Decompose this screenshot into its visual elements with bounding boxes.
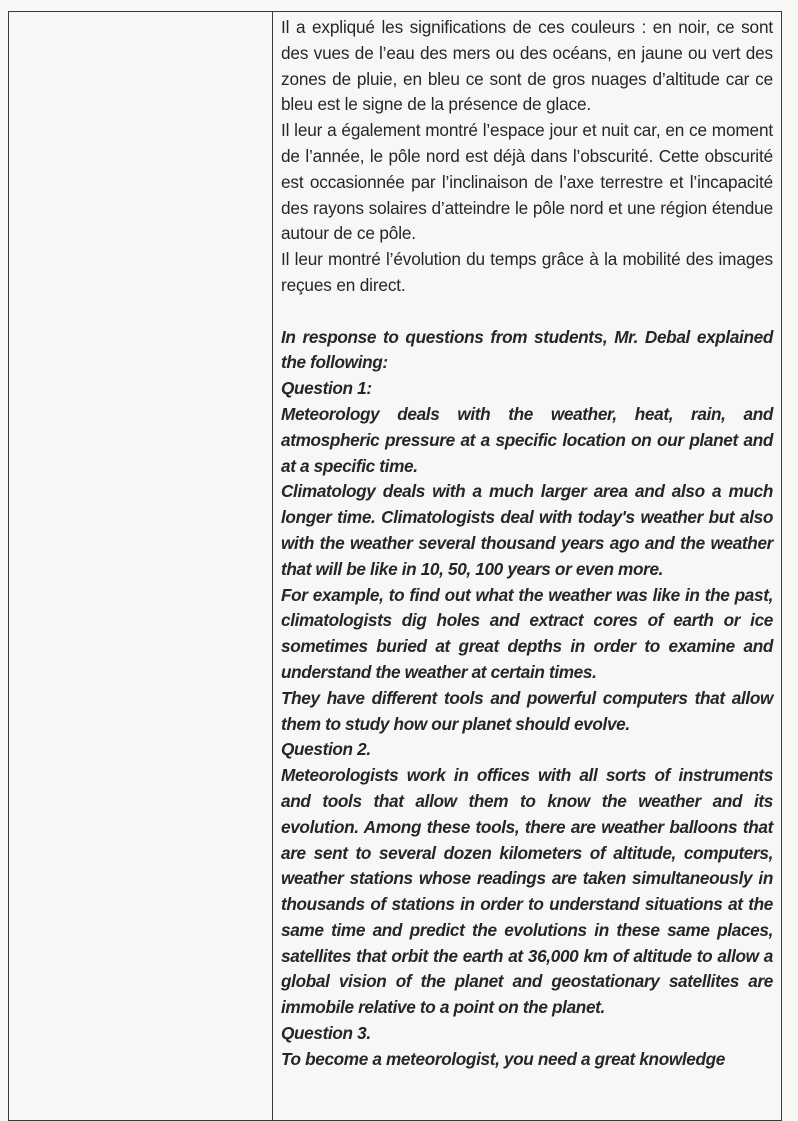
question-3-label: Question 3. <box>281 1023 371 1044</box>
french-paragraph: Il a expliqué les significations de ces couleurs : en noir, ce sont des vues de l’eau des mers ou des océans, en jaune ou vert des zones de pluie, en bleu ce sont de gros nuages d’altitude car ce bleu est le signe de la présence de glace. <box>281 17 773 115</box>
french-paragraph: Il leur a également montré l’espace jour et nuit car, en ce moment de l’année, le pôle nord est déjà dans l’obscurité. Cette obscurité est occasionnée par l’inclinaison de l’axe terrestre et l’incapacité des rayons solaires d’atteindre le pôle nord et une région étendue autour de ce pôle. <box>281 120 773 244</box>
question-1-label: Question 1: <box>281 378 372 399</box>
answer-paragraph: To become a meteorologist, you need a great knowledge <box>281 1048 726 1069</box>
english-intro: In response to questions from students, Mr. Debal explained the following: <box>281 326 773 373</box>
question-2-label: Question 2. <box>281 739 371 760</box>
answer-paragraph: Meteorologists work in offices with all sorts of instruments and tools that allow them to know the weather and its evolution. Among these tools, there are weather balloons that are sent to several dozen kilometers of altitude, computers, weather stations whose readings are taken simultaneously in thousands of stations in order to understand situations at the same time and predict the evolutions in these same places, satellites that orbit the earth at 36,000 km of altitude to allow a global vision of the planet and geostationary satellites are immobile relative to a point on the planet. <box>281 765 773 1018</box>
empty-left-cell <box>9 12 273 1120</box>
answer-paragraph: Meteorology deals with the weather, heat, rain, and atmospheric pressure at a specific location on our planet and at a specific time. <box>281 403 773 476</box>
answer-paragraph: They have different tools and powerful computers that allow them to study how our planet should evolve. <box>281 687 773 734</box>
answer-paragraph: For example, to find out what the weather was like in the past, climatologists dig holes and extract cores of earth or ice sometimes buried at great depths in order to examine and understand the weather at certain times. <box>281 584 773 682</box>
document-table <box>8 11 782 1121</box>
content-cell <box>273 12 781 1120</box>
answer-paragraph: Climatology deals with a much larger area and also a much longer time. Climatologists deal with today's weather but also with the weather several thousand years ago and the weather that will be like in 10, 50, 100 years or even more. <box>281 481 773 579</box>
french-paragraph: Il leur montré l’évolution du temps grâce à la mobilité des images reçues en direct. <box>281 249 773 295</box>
blank-line <box>281 299 773 325</box>
